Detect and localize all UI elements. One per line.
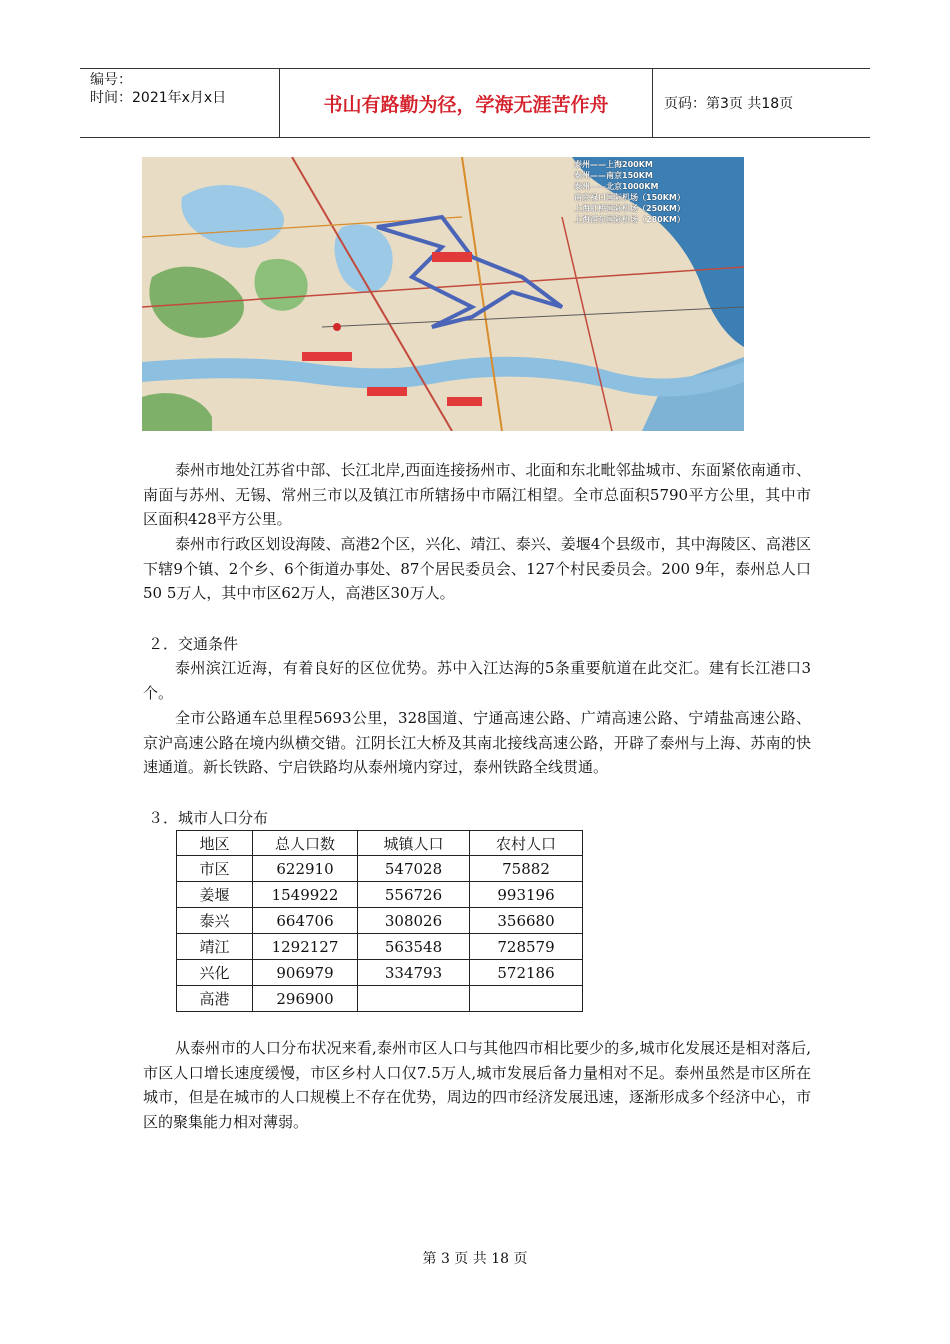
column-header: 农村人口 [470,831,583,856]
table-cell: 75882 [470,856,583,882]
table-cell: 泰兴 [177,908,253,934]
table-cell: 高港 [177,986,253,1012]
table-cell: 308026 [358,908,470,934]
table-cell: 728579 [470,934,583,960]
legend-item: 上海虹桥国际机场（250KM） [574,204,685,213]
paragraph-transport-1: 泰州滨江近海，有着良好的区位优势。苏中入江达海的5条重要航道在此交汇。建有长江港口3个。 [143,659,811,702]
table-cell: 356680 [470,908,583,934]
header-page-number: 页码：第3页 共18页 [664,96,794,112]
paragraph-transport-2: 全市公路通车总里程5693公里，328国道、宁通高速公路、广靖高速公路、宁靖盐高速公路、京沪高速公路在境内纵横交错。江阴长江大桥及其南北接线高速公路，开辟了泰州与上海、苏南的快速通道。新长铁路、宁启铁路均从泰州境内穿过，泰州铁路全线贯通。 [143,709,811,776]
paragraph-population-analysis: 从泰州市的人口分布状况来看,泰州市区人口与其他四市相比要少的多,城市化发展还是相对落后,市区人口增长速度缓慢，市区乡村人口仅7.5万人,城市发展后备力量相对不足。泰州虽然是市区所在城市，但是在城市的人口规模上不存在优势，周边的四市经济发展迅速，逐渐形成多个经济中心，市区的聚集能力相对薄弱。 [143,1039,811,1131]
location-map [142,157,744,431]
table-row [177,908,583,934]
section-heading-transport: ２．交通条件 [148,635,239,653]
table-row [177,960,583,986]
legend-item: 泰州——南京150KM [574,171,653,180]
header-motto: 书山有路勤为径，学海无涯苦作舟 [280,69,653,137]
table-cell [358,986,470,1012]
table-cell: 1292127 [253,934,358,960]
column-header: 总人口数 [253,831,358,856]
legend-item: 南京禄口国际机场（150KM） [574,193,685,202]
table-cell: 334793 [358,960,470,986]
page-header [80,68,870,138]
table-cell: 993196 [470,882,583,908]
table-cell: 906979 [253,960,358,986]
table-row [177,934,583,960]
paragraph-administration: 泰州市行政区划设海陵、高港2个区，兴化、靖江、泰兴、姜堰4个县级市，其中海陵区、高港区下辖9个镇、2个乡、6个街道办事处、87个居民委员会、127个村民委员会。200 9年，泰州总人口50 5万人，其中市区62万人，高港区30万人。 [143,535,811,602]
population-table [176,830,583,1012]
map-legend [574,157,744,225]
table-cell: 市区 [177,856,253,882]
column-header: 地区 [177,831,253,856]
table-cell: 靖江 [177,934,253,960]
table-cell: 664706 [253,908,358,934]
serial-label: 编号： [90,72,132,88]
table-cell: 296900 [253,986,358,1012]
legend-item: 泰州——上海200KM [574,160,653,169]
table-header-row [177,831,583,856]
table-cell: 兴化 [177,960,253,986]
table-row [177,856,583,882]
table-cell [470,986,583,1012]
table-cell: 姜堰 [177,882,253,908]
legend-item: 上海浦东国际机场（280KM） [574,215,685,224]
legend-item: 泰州——北京1000KM [574,182,659,191]
header-meta [80,69,280,137]
date-label: 时间：2021年x月x日 [90,90,227,106]
table-cell: 563548 [358,934,470,960]
table-cell: 547028 [358,856,470,882]
column-header: 城镇人口 [358,831,470,856]
table-row [177,882,583,908]
section-heading-population: ３．城市人口分布 [148,809,269,827]
page-footer: 第 3 页 共 18 页 [422,1251,528,1267]
table-cell: 556726 [358,882,470,908]
paragraph-location: 泰州市地处江苏省中部、长江北岸,西面连接扬州市、北面和东北毗邻盐城市、东面紧依南通市、南面与苏州、无锡、常州三市以及镇江市所辖扬中市隔江相望。全市总面积5790平方公里，其中市区面积428平方公里。 [143,461,811,528]
table-row [177,986,583,1012]
table-cell: 572186 [470,960,583,986]
table-cell: 622910 [253,856,358,882]
table-cell: 1549922 [253,882,358,908]
